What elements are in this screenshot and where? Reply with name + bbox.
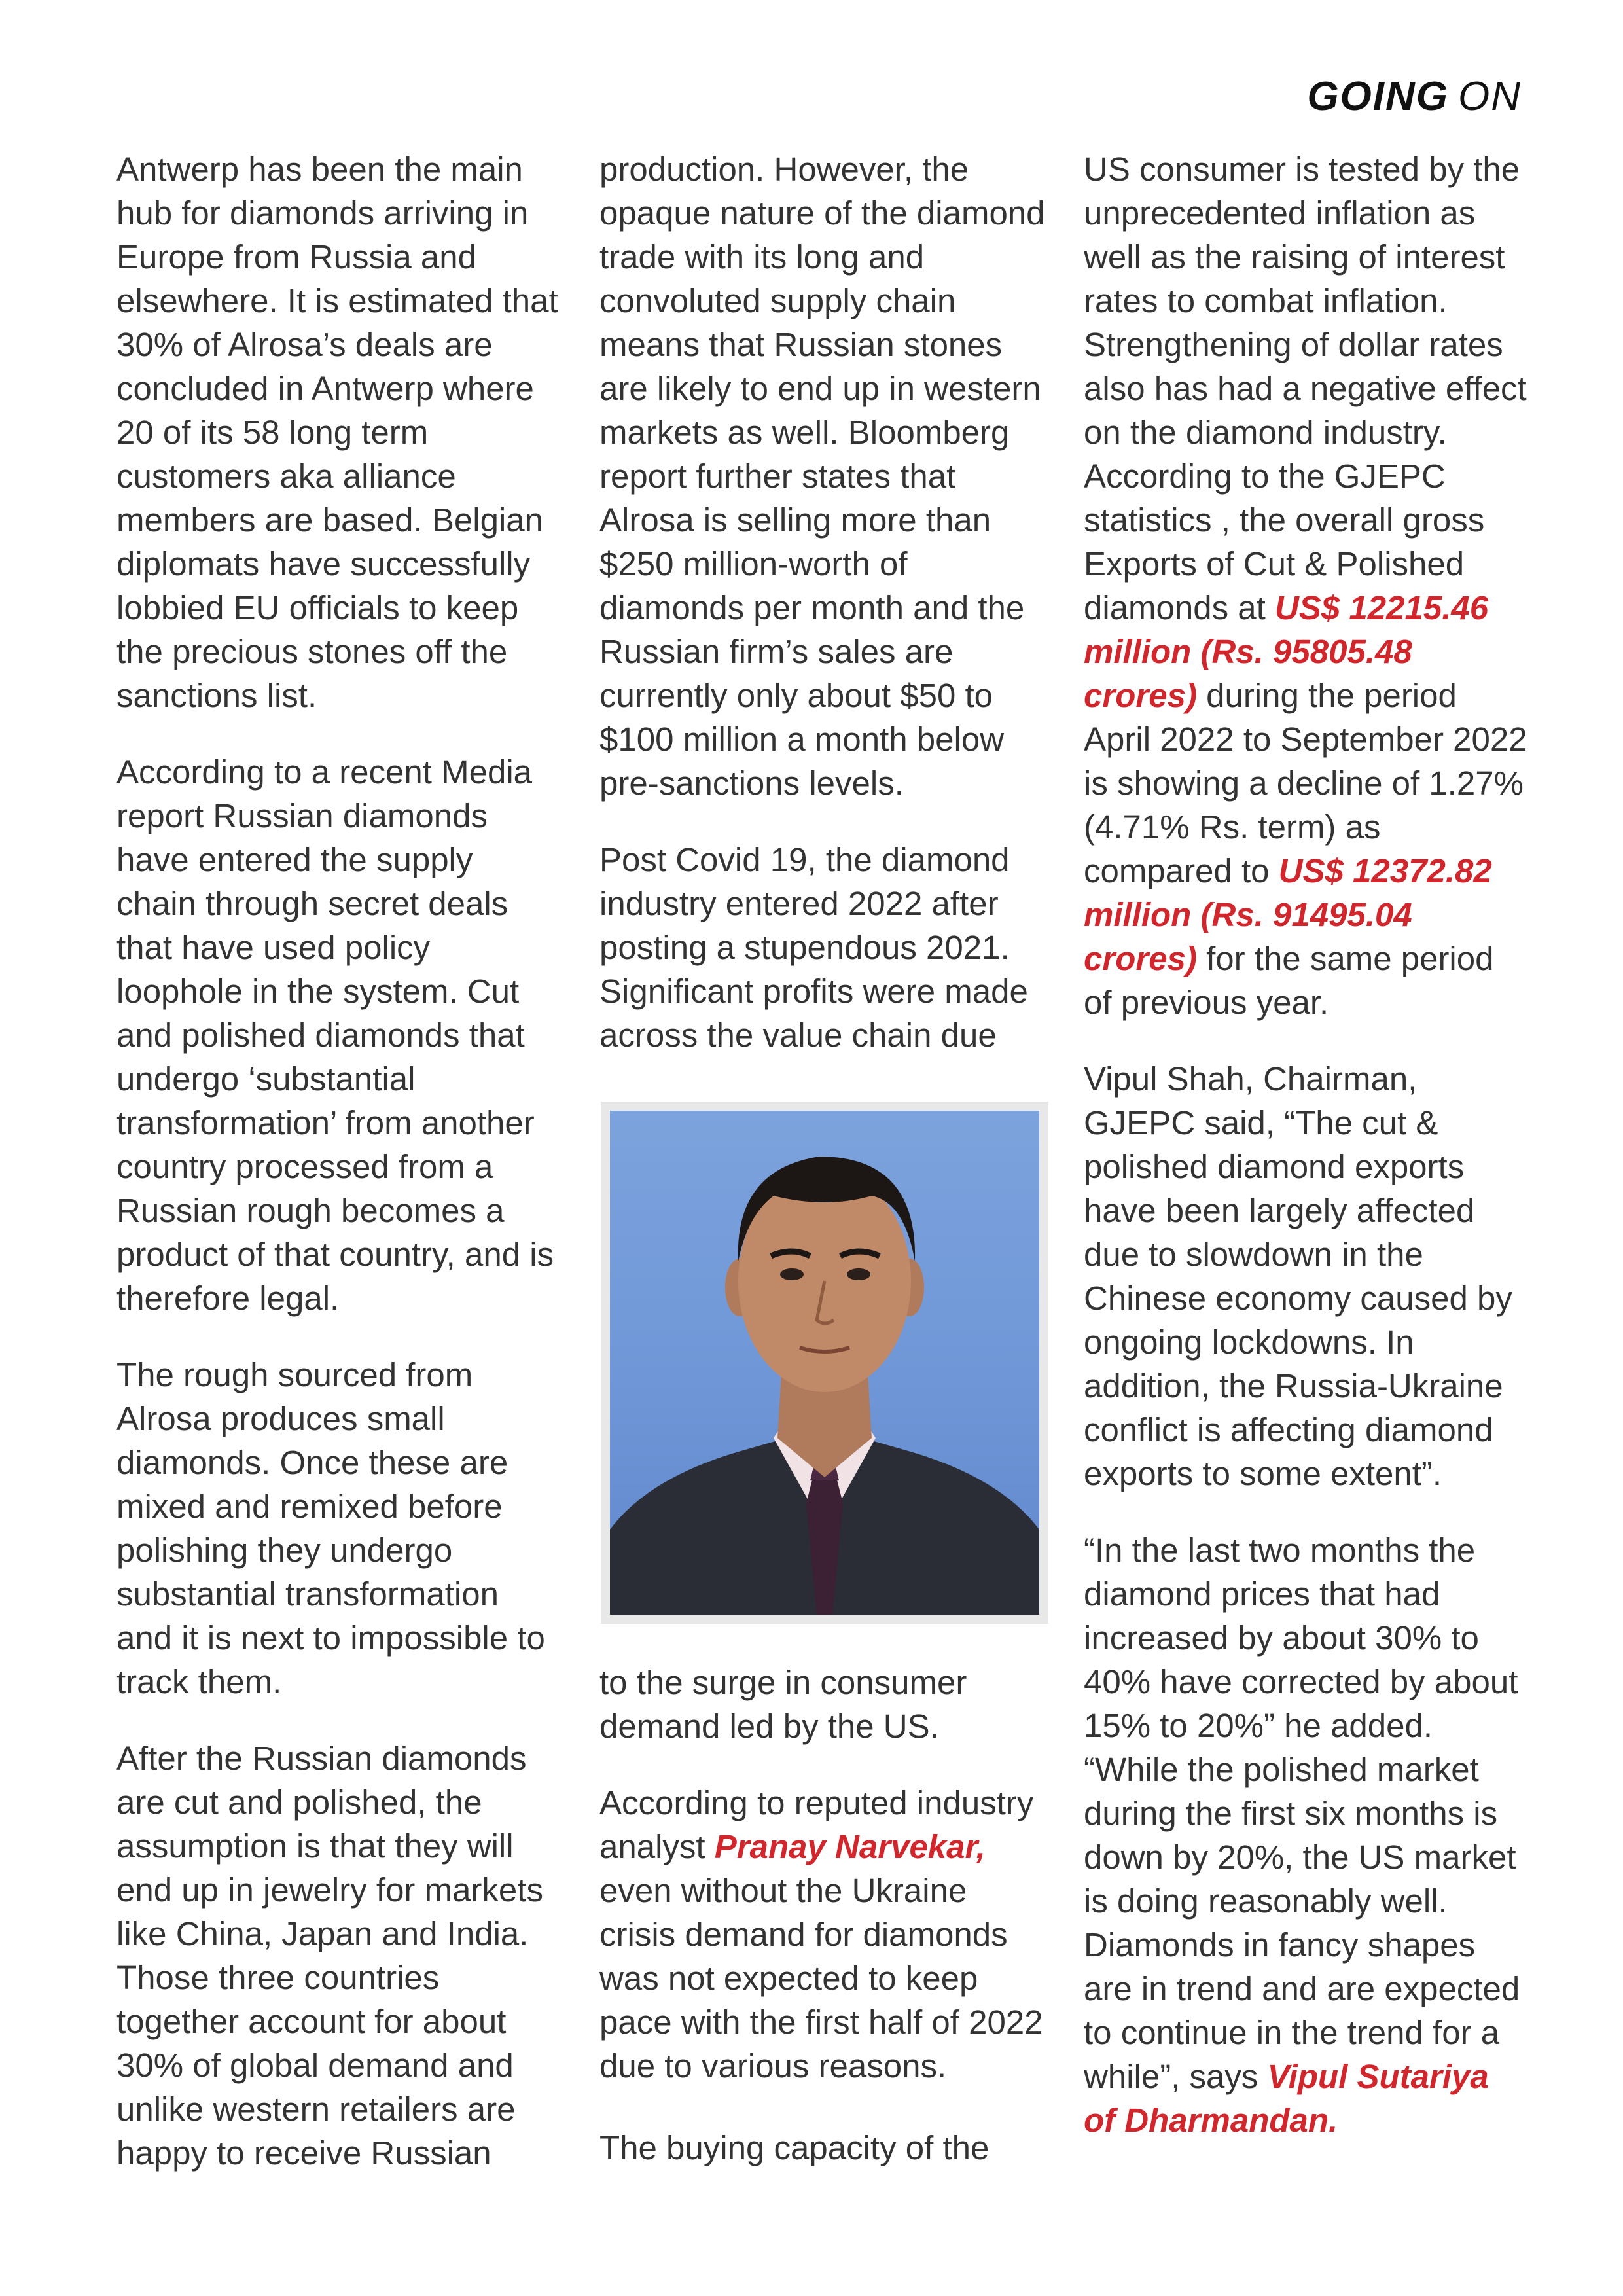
column-2-bottom: [599, 2126, 1051, 2170]
quote-source-name: Vipul Sutariya of Dharmandan.: [1084, 2058, 1489, 2139]
col3-paragraph-3: [1084, 1528, 1529, 2142]
column-2-lower: [599, 1660, 1051, 2121]
analyst-name: Pranay Narvekar,: [714, 1828, 986, 1865]
col2-p4-text-a: According to reputed industry analyst: [599, 1784, 1034, 1865]
col1-paragraph-4: After the Russian diamonds are cut and polished, the assumption is that they will end up in jewelry for markets like China, Japan and India. Those three countries together account for about 30% of global demand and unlike western retailers are happy to receive Russian: [116, 1740, 543, 2172]
exports-figure-2022: US$ 12215.46 million (Rs. 95805.48 crores): [1084, 589, 1489, 714]
col2-paragraph-3: to the surge in consumer demand led by the US.: [599, 1664, 967, 1745]
col2-p4-text-b: even without the Ukraine crisis demand for diamonds was not expected to keep pace with the first half of 2022 due to various reasons.: [599, 1872, 1043, 2085]
portrait-photo: [601, 1102, 1048, 1624]
portrait-image: [610, 1111, 1039, 1615]
column-2: [599, 147, 1051, 1090]
col3-p1-text-a: US consumer is tested by the unprecedented inflation as well as the raising of interest rates to combat inflation. Strengthening of dollar rates also has had a negative effect on the diamond industry. According to the GJEPC statistics , the overall gross Exports of Cut & Polished diamonds at: [1084, 151, 1527, 626]
col2-paragraph-5: The buying capacity of the: [599, 2129, 990, 2166]
section-header: [1307, 73, 1522, 120]
col3-p1-text-c: for the same period of previous year.: [1084, 940, 1494, 1021]
column-1: [116, 147, 562, 2208]
col2-paragraph-2: Post Covid 19, the diamond industry entered 2022 after posting a stupendous 2021. Significant profits were made across the value chain due: [599, 841, 1028, 1054]
col1-paragraph-2: According to a recent Media report Russian diamonds have entered the supply chain through secret deals that have used policy loophole in the system. Cut and polished diamonds that undergo ‘substantial transformation’ from another country processed from a Russian rough becomes a product of that country, and is therefore legal.: [116, 753, 554, 1317]
header-on: ON: [1458, 74, 1522, 119]
col3-paragraph-2: Vipul Shah, Chairman, GJEPC said, “The cut & polished diamond exports have been largely affected due to slowdown in the Chinese economy caused by ongoing lockdowns. In addition, the Russia-Ukraine conflict is affecting diamond exports to some extent”.: [1084, 1060, 1512, 1492]
col3-p1-text-b: during the period April 2022 to September 2022 is showing a decline of 1.27% (4.71% Rs. term) as compared to: [1084, 677, 1527, 889]
portrait-illustration: [610, 1111, 1039, 1615]
col3-paragraph-1: [1084, 147, 1529, 1024]
column-3: [1084, 147, 1529, 2175]
col3-p3-text-a: “In the last two months the diamond prices that had increased by about 30% to 40% have corrected by about 15% to 20%” he added. “While the polished market during the first six months is down by 20%, the US market is doing reasonably well. Diamonds in fancy shapes are in trend and are expected to continue in the trend for a while”, says: [1084, 1532, 1520, 2095]
col1-paragraph-1: Antwerp has been the main hub for diamonds arriving in Europe from Russia and elsewhere. It is estimated that 30% of Alrosa’s deals are concluded in Antwerp where 20 of its 58 long term customers aka alliance members are based. Belgian diplomats have successfully lobbied EU officials to keep the precious stones off the sanctions list.: [116, 151, 558, 714]
col2-paragraph-4: [599, 1781, 1051, 2088]
header-going: GOING: [1307, 74, 1449, 119]
col1-paragraph-3: The rough sourced from Alrosa produces small diamonds. Once these are mixed and remixed before polishing they undergo substantial transformation and it is next to impossible to track them.: [116, 1356, 545, 1700]
col2-paragraph-1: production. However, the opaque nature of the diamond trade with its long and convoluted supply chain means that Russian stones are likely to end up in western markets as well. Bloomberg report further states that Alrosa is selling more than $250 million-worth of diamonds per month and the Russian firm’s sales are currently only about $50 to $100 million a month below pre-sanctions levels.: [599, 151, 1045, 802]
exports-figure-2021: US$ 12372.82 million (Rs. 91495.04 crores): [1084, 852, 1492, 977]
